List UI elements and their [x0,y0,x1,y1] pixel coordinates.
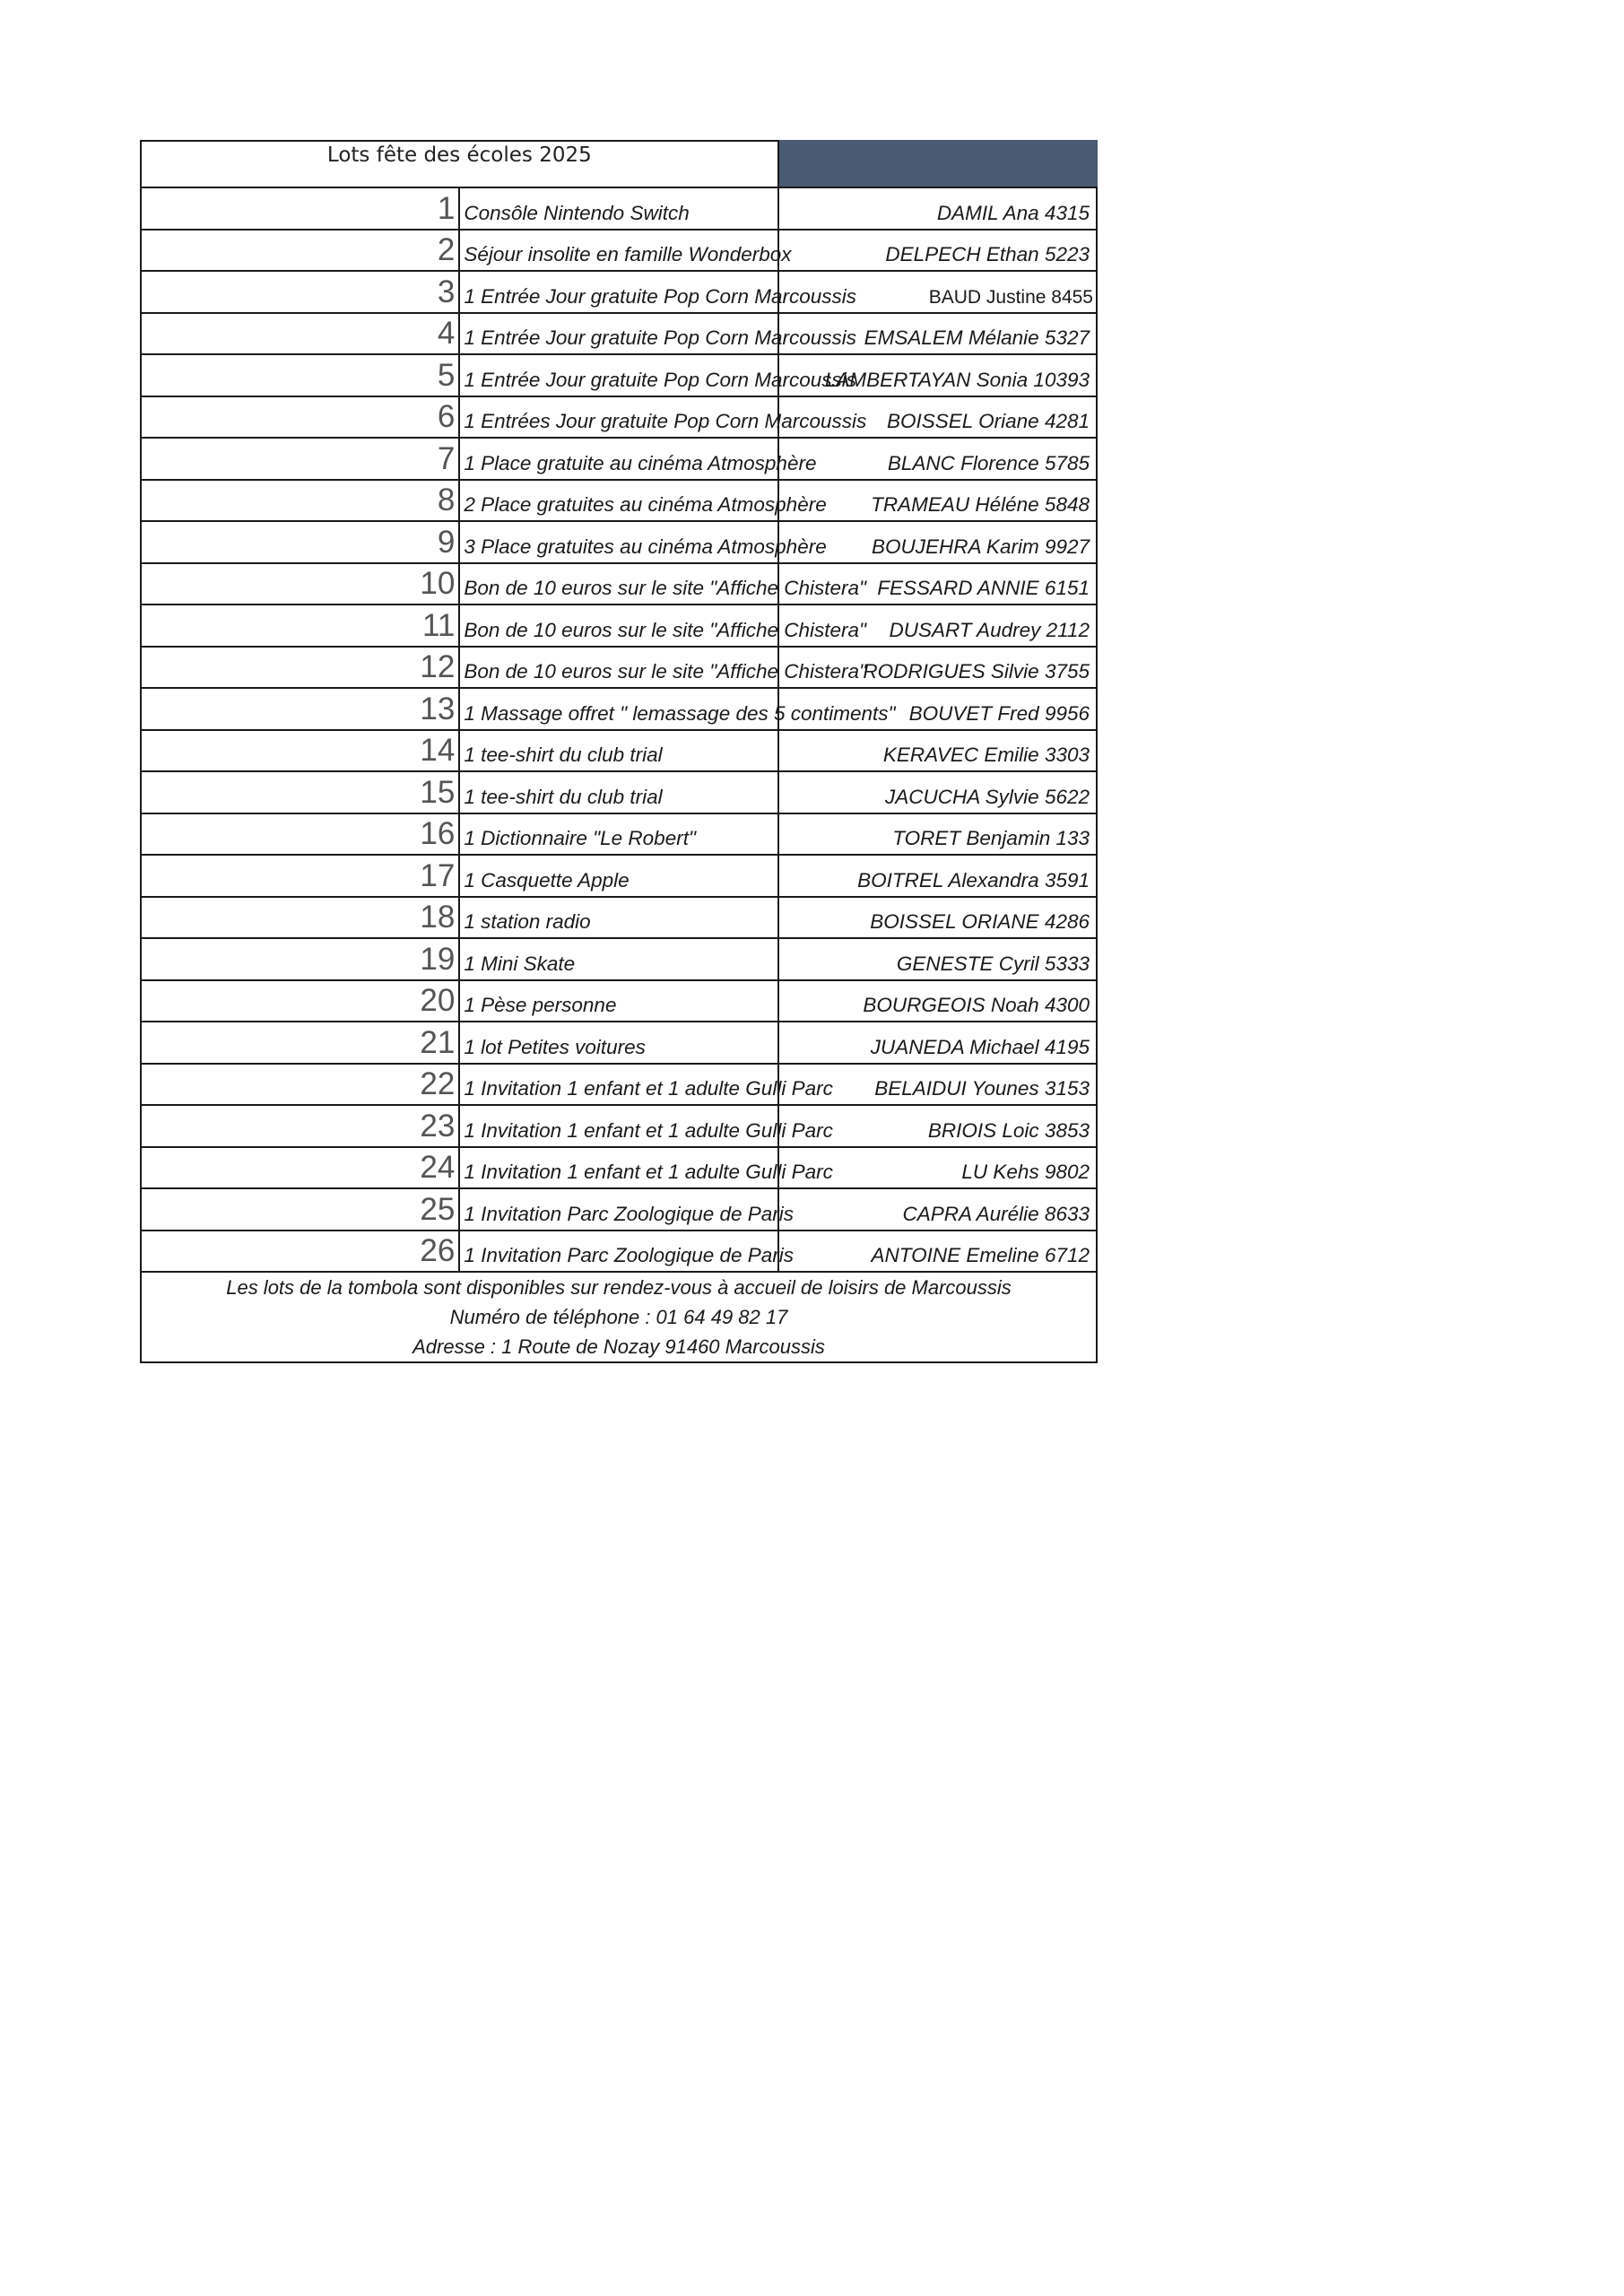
table-row [141,1022,1097,1064]
prize-name: 1 Entrées Jour gratuite Pop Corn Marcoussis [459,396,777,439]
table-row [141,855,1097,897]
prize-name: 1 Entrée Jour gratuite Pop Corn Marcoussis [459,271,777,313]
winner-name: FESSARD ANNIE 6151 [778,563,1097,605]
table-header-row [141,141,1097,187]
prize-name: Bon de 10 euros sur le site "Affiche Chistera" [459,604,777,647]
footer-address: Adresse : 1 Route de Nozay 91460 Marcoussis [413,1335,825,1358]
table-row [141,187,1097,230]
table-row [141,688,1097,730]
table-row [141,730,1097,772]
row-number: 12 [141,647,459,689]
winner-name: DUSART Audrey 2112 [778,604,1097,647]
table-row [141,647,1097,689]
prize-name: 1 station radio [459,897,777,939]
table-row [141,1064,1097,1106]
winner-name: CAPRA Aurélie 8633 [778,1188,1097,1231]
table-row [141,480,1097,522]
footer-info [141,1272,1097,1362]
table-row [141,230,1097,272]
table-row [141,1231,1097,1273]
table-row [141,563,1097,605]
row-number: 3 [141,271,459,313]
prize-name: 1 Invitation 1 enfant et 1 adulte Gulli Parc [459,1105,777,1147]
row-number: 10 [141,563,459,605]
table-row [141,604,1097,647]
row-number: 9 [141,521,459,563]
row-number: 21 [141,1022,459,1064]
row-number: 8 [141,480,459,522]
row-number: 19 [141,938,459,980]
prize-name: 1 tee-shirt du club trial [459,771,777,813]
prize-name: Bon de 10 euros sur le site "Affiche Chistera" [459,647,777,689]
row-number: 7 [141,438,459,480]
winner-name: DELPECH Ethan 5223 [778,230,1097,272]
prize-name: Bon de 10 euros sur le site "Affiche Chistera" [459,563,777,605]
prize-table [140,140,1098,1363]
winner-name: BOUJEHRA Karim 9927 [778,521,1097,563]
row-number: 16 [141,813,459,856]
winner-name: JUANEDA Michael 4195 [778,1022,1097,1064]
row-number: 25 [141,1188,459,1231]
winner-name: TRAMEAU Héléne 5848 [778,480,1097,522]
winner-name: BOISSEL ORIANE 4286 [778,897,1097,939]
prize-name: 1 Place gratuite au cinéma Atmosphère [459,438,777,480]
winner-name: BELAIDUI Younes 3153 [778,1064,1097,1106]
row-number: 5 [141,354,459,396]
row-number: 18 [141,897,459,939]
row-number: 4 [141,313,459,355]
table-row [141,396,1097,439]
winner-name: BOISSEL Oriane 4281 [778,396,1097,439]
table-row [141,1147,1097,1189]
prize-name: 1 Entrée Jour gratuite Pop Corn Marcoussis [459,313,777,355]
prize-name: Séjour insolite en famille Wonderbox [459,230,777,272]
prize-name: 1 Casquette Apple [459,855,777,897]
winner-name: BAUD Justine 8455 [778,271,1097,313]
row-number: 11 [141,604,459,647]
winner-name: DAMIL Ana 4315 [778,187,1097,230]
table-row [141,1188,1097,1231]
footer-row [141,1272,1097,1362]
prize-name: 3 Place gratuites au cinéma Atmosphère [459,521,777,563]
table-row [141,980,1097,1022]
prize-name: 1 Mini Skate [459,938,777,980]
prize-name: 1 Pèse personne [459,980,777,1022]
row-number: 17 [141,855,459,897]
prize-name: 1 Entrée Jour gratuite Pop Corn Marcoussis [459,354,777,396]
winner-name: RODRIGUES Silvie 3755 [778,647,1097,689]
prize-name: 1 Invitation 1 enfant et 1 adulte Gulli Parc [459,1147,777,1189]
winner-name: LAMBERTAYAN Sonia 10393 [778,354,1097,396]
prize-name: 1 Invitation Parc Zoologique de Paris [459,1231,777,1273]
winner-name: JACUCHA Sylvie 5622 [778,771,1097,813]
table-row [141,313,1097,355]
table-row [141,438,1097,480]
row-number: 20 [141,980,459,1022]
prize-name: Consôle Nintendo Switch [459,187,777,230]
sheet-title: Lots fête des écoles 2025 [141,141,778,187]
table-row [141,771,1097,813]
footer-availability: Les lots de la tombola sont disponibles sur rendez-vous à accueil de loisirs de Marcoussis [226,1276,1012,1299]
row-number: 23 [141,1105,459,1147]
row-number: 26 [141,1231,459,1273]
row-number: 15 [141,771,459,813]
winner-name: GENESTE Cyril 5333 [778,938,1097,980]
winner-name: BOUVET Fred 9956 [778,688,1097,730]
prize-name: 1 Dictionnaire "Le Robert" [459,813,777,856]
row-number: 1 [141,187,459,230]
footer-phone: Numéro de téléphone : 01 64 49 82 17 [449,1306,788,1328]
row-number: 22 [141,1064,459,1106]
table-row [141,354,1097,396]
prize-sheet [140,140,1098,1363]
prize-name: 2 Place gratuites au cinéma Atmosphère [459,480,777,522]
winner-name: EMSALEM Mélanie 5327 [778,313,1097,355]
winner-name: BRIOIS Loic 3853 [778,1105,1097,1147]
prize-name: 1 Invitation Parc Zoologique de Paris [459,1188,777,1231]
row-number: 6 [141,396,459,439]
table-row [141,521,1097,563]
winner-name: TORET Benjamin 133 [778,813,1097,856]
winner-name: BOITREL Alexandra 3591 [778,855,1097,897]
winner-name: LU Kehs 9802 [778,1147,1097,1189]
prize-name: 1 tee-shirt du club trial [459,730,777,772]
winner-name: BLANC Florence 5785 [778,438,1097,480]
header-band [778,141,1097,187]
prize-name: 1 Invitation 1 enfant et 1 adulte Gulli Parc [459,1064,777,1106]
table-row [141,813,1097,856]
row-number: 13 [141,688,459,730]
winner-name: ANTOINE Emeline 6712 [778,1231,1097,1273]
winner-name: BOURGEOIS Noah 4300 [778,980,1097,1022]
row-number: 24 [141,1147,459,1189]
row-number: 2 [141,230,459,272]
prize-name: 1 Massage offret " lemassage des 5 contiments" [459,688,777,730]
winner-name: KERAVEC Emilie 3303 [778,730,1097,772]
prize-name: 1 lot Petites voitures [459,1022,777,1064]
table-row [141,271,1097,313]
table-row [141,1105,1097,1147]
table-row [141,938,1097,980]
row-number: 14 [141,730,459,772]
table-row [141,897,1097,939]
